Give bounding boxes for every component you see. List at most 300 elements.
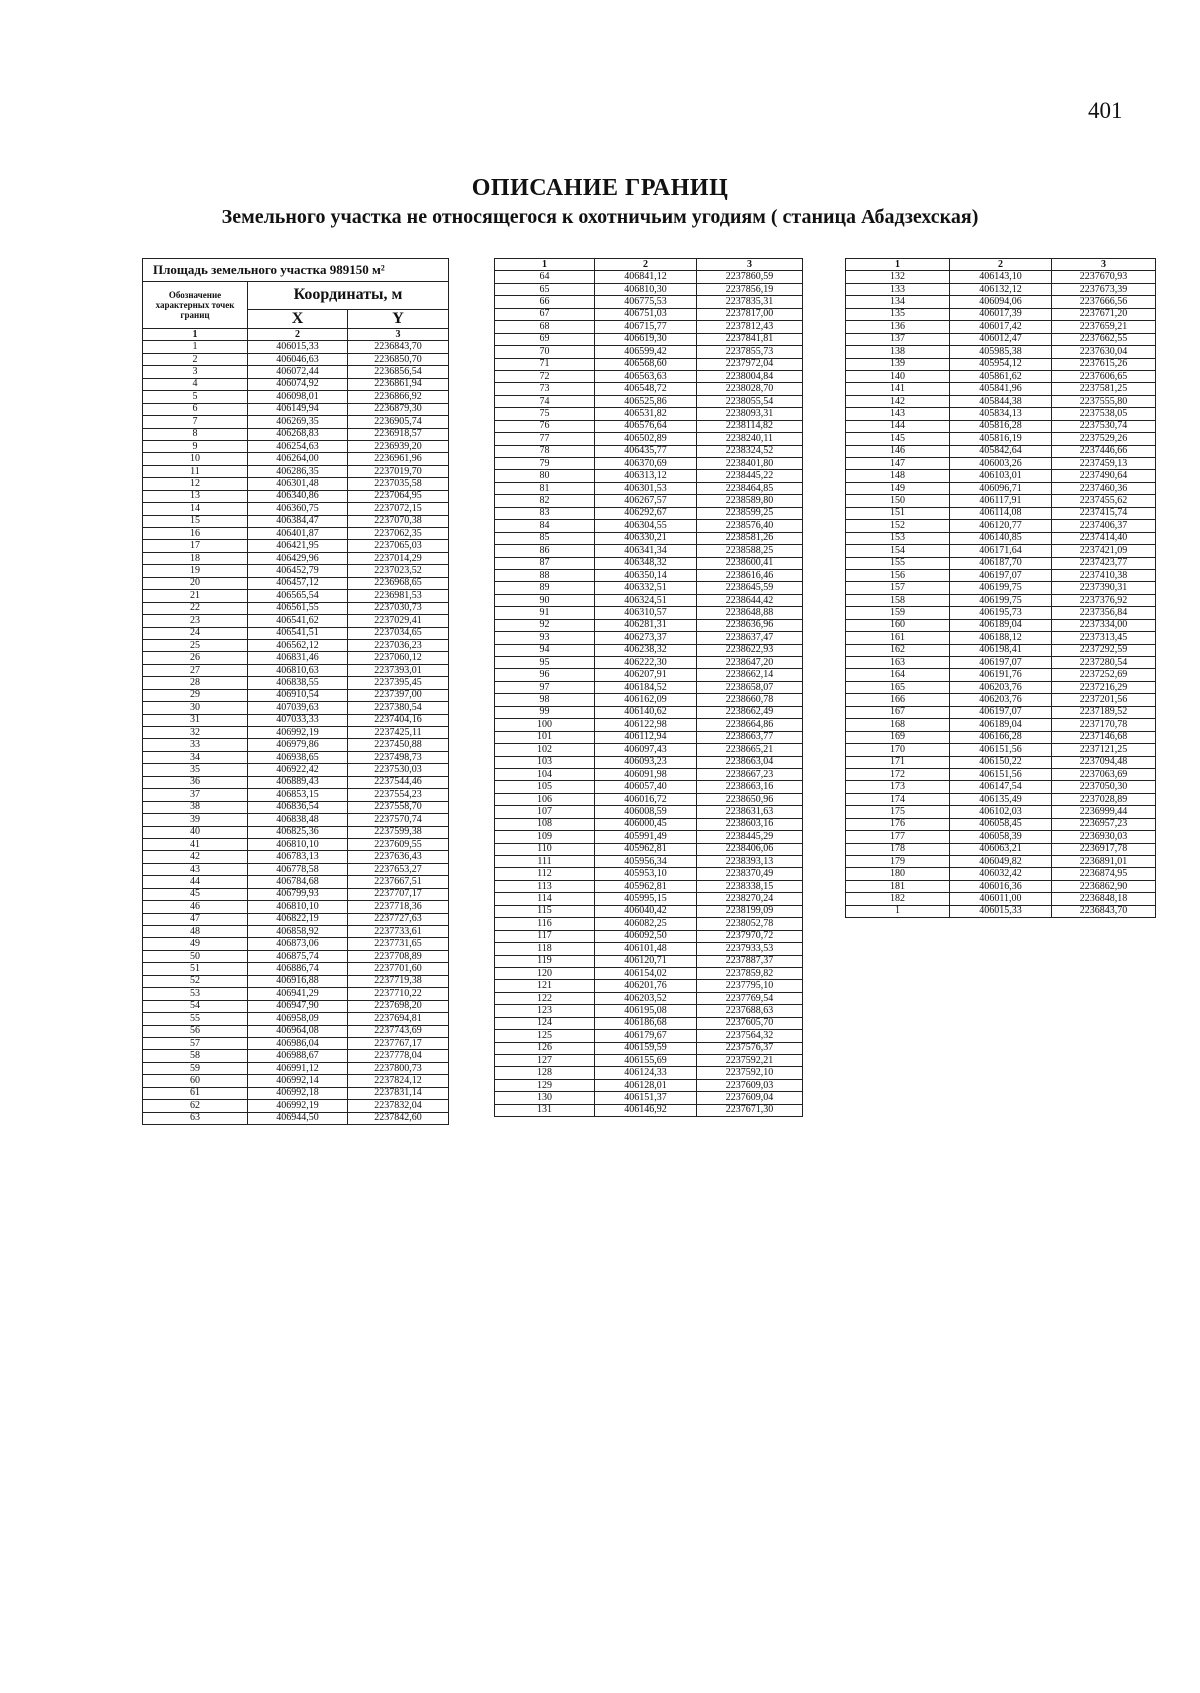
x-coordinate-cell: 405962,81 <box>595 843 697 855</box>
table-row <box>495 657 803 669</box>
point-id-cell: 83 <box>495 507 595 519</box>
y-coordinate-cell: 2237062,35 <box>348 528 449 540</box>
point-id-cell: 13 <box>143 490 248 502</box>
table-row <box>143 826 449 838</box>
y-coordinate-cell: 2237415,74 <box>1052 507 1156 519</box>
x-coordinate-cell: 406203,52 <box>595 992 697 1004</box>
point-id-cell: 59 <box>143 1062 248 1074</box>
table-row <box>495 843 803 855</box>
point-id-cell: 19 <box>143 565 248 577</box>
y-coordinate-cell: 2237060,12 <box>348 652 449 664</box>
table-row <box>846 806 1156 818</box>
point-id-cell: 166 <box>846 694 950 706</box>
point-id-cell: 6 <box>143 403 248 415</box>
x-coordinate-cell: 406154,02 <box>595 967 697 979</box>
table-row <box>846 482 1156 494</box>
table-row <box>495 1067 803 1079</box>
y-coordinate-cell: 2237855,73 <box>697 346 803 358</box>
page-number: 401 <box>1088 98 1123 123</box>
y-coordinate-cell: 2237701,60 <box>348 963 449 975</box>
table-row <box>846 768 1156 780</box>
y-coordinate-cell: 2237835,31 <box>697 296 803 308</box>
point-id-cell: 97 <box>495 681 595 693</box>
y-coordinate-cell: 2237029,41 <box>348 615 449 627</box>
table-row <box>495 582 803 594</box>
point-id-cell: 84 <box>495 520 595 532</box>
point-id-cell: 70 <box>495 346 595 358</box>
y-coordinate-cell: 2237094,48 <box>1052 756 1156 768</box>
x-coordinate-cell: 406563,63 <box>595 370 697 382</box>
table-row <box>143 1087 449 1099</box>
table-row <box>495 532 803 544</box>
table-row <box>495 992 803 1004</box>
x-coordinate-cell: 406140,62 <box>595 706 697 718</box>
x-coordinate-cell: 406992,18 <box>248 1087 348 1099</box>
point-id-cell: 94 <box>495 644 595 656</box>
y-coordinate-cell: 2236999,44 <box>1052 806 1156 818</box>
y-coordinate-cell: 2237972,04 <box>697 358 803 370</box>
x-coordinate-cell: 406191,76 <box>950 669 1052 681</box>
point-id-cell: 152 <box>846 520 950 532</box>
point-id-cell: 133 <box>846 283 950 295</box>
x-coordinate-cell: 406082,25 <box>595 918 697 930</box>
y-coordinate-cell: 2237606,65 <box>1052 370 1156 382</box>
point-id-cell: 110 <box>495 843 595 855</box>
table-row <box>495 545 803 557</box>
x-coordinate-cell: 405953,10 <box>595 868 697 880</box>
y-coordinate-cell: 2236957,23 <box>1052 818 1156 830</box>
table-row <box>143 639 449 651</box>
column-number: 1 <box>846 259 950 271</box>
y-coordinate-cell: 2237592,10 <box>697 1067 803 1079</box>
point-id-cell: 155 <box>846 557 950 569</box>
y-coordinate-cell: 2237609,55 <box>348 838 449 850</box>
x-coordinate-cell: 406015,33 <box>248 341 348 353</box>
point-id-cell: 104 <box>495 768 595 780</box>
y-coordinate-cell: 2238589,80 <box>697 495 803 507</box>
y-coordinate-cell: 2237887,37 <box>697 955 803 967</box>
column-number: 2 <box>248 329 348 341</box>
y-coordinate-cell: 2237698,20 <box>348 1000 449 1012</box>
table-row <box>495 967 803 979</box>
point-id-cell: 116 <box>495 918 595 930</box>
table-row <box>846 607 1156 619</box>
table-row <box>495 1030 803 1042</box>
y-coordinate-cell: 2237019,70 <box>348 465 449 477</box>
table-row <box>495 296 803 308</box>
area-label: Площадь земельного участка 989150 м² <box>143 259 449 282</box>
x-coordinate-cell: 406207,91 <box>595 669 697 681</box>
table-row <box>495 383 803 395</box>
y-coordinate-cell: 2237414,40 <box>1052 532 1156 544</box>
table-row <box>143 403 449 415</box>
y-coordinate-cell: 2236918,57 <box>348 428 449 440</box>
y-coordinate-cell: 2236856,54 <box>348 366 449 378</box>
table-row <box>846 843 1156 855</box>
y-coordinate-cell: 2237034,65 <box>348 627 449 639</box>
y-coordinate-cell: 2238660,78 <box>697 694 803 706</box>
table-row <box>846 283 1156 295</box>
point-id-cell: 31 <box>143 714 248 726</box>
point-id-cell: 118 <box>495 943 595 955</box>
table-row <box>495 905 803 917</box>
y-coordinate-cell: 2237719,38 <box>348 975 449 987</box>
point-id-cell: 123 <box>495 1005 595 1017</box>
x-coordinate-cell: 406094,06 <box>950 296 1052 308</box>
point-id-cell: 51 <box>143 963 248 975</box>
table-row <box>495 308 803 320</box>
table-row <box>143 590 449 602</box>
point-id-cell: 167 <box>846 706 950 718</box>
point-id-cell: 125 <box>495 1030 595 1042</box>
table-row <box>143 863 449 875</box>
point-id-cell: 177 <box>846 831 950 843</box>
table-row <box>846 632 1156 644</box>
table-row <box>143 876 449 888</box>
x-coordinate-cell: 406201,76 <box>595 980 697 992</box>
y-coordinate-cell: 2237070,38 <box>348 515 449 527</box>
point-id-cell: 66 <box>495 296 595 308</box>
y-coordinate-cell: 2236961,96 <box>348 453 449 465</box>
point-id-cell: 107 <box>495 806 595 818</box>
point-id-cell: 85 <box>495 532 595 544</box>
table-row <box>143 838 449 850</box>
x-coordinate-cell: 406197,07 <box>950 657 1052 669</box>
y-coordinate-cell: 2237014,29 <box>348 552 449 564</box>
y-coordinate-cell: 2238270,24 <box>697 893 803 905</box>
point-id-cell: 41 <box>143 838 248 850</box>
y-coordinate-cell: 2238338,15 <box>697 880 803 892</box>
y-coordinate-cell: 2238052,78 <box>697 918 803 930</box>
x-coordinate-cell: 406015,33 <box>950 905 1052 917</box>
x-coordinate-cell: 406360,75 <box>248 503 348 515</box>
point-id-cell: 138 <box>846 346 950 358</box>
table-row <box>143 975 449 987</box>
table-row <box>143 1062 449 1074</box>
table-row <box>846 657 1156 669</box>
point-id-cell: 165 <box>846 681 950 693</box>
y-coordinate-cell: 2237671,20 <box>1052 308 1156 320</box>
x-coordinate-cell: 406324,51 <box>595 594 697 606</box>
point-id-cell: 93 <box>495 632 595 644</box>
x-coordinate-cell: 406964,08 <box>248 1025 348 1037</box>
y-coordinate-cell: 2237201,56 <box>1052 694 1156 706</box>
table-row <box>495 358 803 370</box>
x-coordinate-cell: 406122,98 <box>595 719 697 731</box>
point-id-cell: 124 <box>495 1017 595 1029</box>
y-coordinate-cell: 2237050,30 <box>1052 781 1156 793</box>
table-row <box>846 321 1156 333</box>
x-coordinate-cell: 406162,09 <box>595 694 697 706</box>
x-coordinate-cell: 406195,73 <box>950 607 1052 619</box>
table-row <box>143 627 449 639</box>
table-row <box>495 744 803 756</box>
table-row <box>846 520 1156 532</box>
x-coordinate-cell: 406120,71 <box>595 955 697 967</box>
table-row <box>143 552 449 564</box>
table-row <box>143 565 449 577</box>
table-row <box>846 669 1156 681</box>
y-coordinate-cell: 2238406,06 <box>697 843 803 855</box>
table-row <box>495 793 803 805</box>
point-id-cell: 130 <box>495 1092 595 1104</box>
table-row <box>143 515 449 527</box>
y-coordinate-cell: 2237313,45 <box>1052 632 1156 644</box>
x-coordinate-cell: 406184,52 <box>595 681 697 693</box>
y-coordinate-cell: 2238576,40 <box>697 520 803 532</box>
point-id-cell: 135 <box>846 308 950 320</box>
x-coordinate-cell: 406146,92 <box>595 1104 697 1116</box>
y-coordinate-cell: 2237446,66 <box>1052 445 1156 457</box>
point-id-cell: 1 <box>143 341 248 353</box>
point-id-cell: 79 <box>495 458 595 470</box>
x-coordinate-cell: 406853,15 <box>248 789 348 801</box>
table-row <box>143 1100 449 1112</box>
point-id-cell: 128 <box>495 1067 595 1079</box>
table-row <box>143 1050 449 1062</box>
x-coordinate-cell: 406810,10 <box>248 838 348 850</box>
x-coordinate-cell: 406017,39 <box>950 308 1052 320</box>
table-row <box>495 346 803 358</box>
point-id-cell: 54 <box>143 1000 248 1012</box>
point-id-cell: 16 <box>143 528 248 540</box>
x-coordinate-cell: 405841,96 <box>950 383 1052 395</box>
table-row <box>846 545 1156 557</box>
y-coordinate-cell: 2237731,65 <box>348 938 449 950</box>
document-subtitle: Земельного участка не относящегося к охотничьим угодиям ( станица Абадзехская) <box>221 206 979 228</box>
point-id-cell: 50 <box>143 950 248 962</box>
x-coordinate-cell: 406947,90 <box>248 1000 348 1012</box>
table-row <box>846 308 1156 320</box>
point-id-cell: 10 <box>143 453 248 465</box>
table-row <box>143 540 449 552</box>
x-coordinate-cell: 406421,95 <box>248 540 348 552</box>
y-coordinate-cell: 2238004,84 <box>697 370 803 382</box>
point-id-cell: 46 <box>143 901 248 913</box>
y-header: Y <box>348 309 449 328</box>
point-id-cell: 91 <box>495 607 595 619</box>
point-id-cell: 175 <box>846 806 950 818</box>
table-row <box>495 619 803 631</box>
y-coordinate-cell: 2237767,17 <box>348 1037 449 1049</box>
y-coordinate-cell: 2237280,54 <box>1052 657 1156 669</box>
y-coordinate-cell: 2238240,11 <box>697 433 803 445</box>
point-id-cell: 61 <box>143 1087 248 1099</box>
table-row <box>495 980 803 992</box>
y-coordinate-cell: 2238645,59 <box>697 582 803 594</box>
y-coordinate-cell: 2236917,78 <box>1052 843 1156 855</box>
x-coordinate-cell: 406101,48 <box>595 943 697 955</box>
point-id-cell: 24 <box>143 627 248 639</box>
y-coordinate-cell: 2237933,53 <box>697 943 803 955</box>
point-id-cell: 180 <box>846 868 950 880</box>
point-id-cell: 80 <box>495 470 595 482</box>
y-coordinate-cell: 2236843,70 <box>1052 905 1156 917</box>
x-coordinate-cell: 406330,21 <box>595 532 697 544</box>
x-coordinate-cell: 406886,74 <box>248 963 348 975</box>
x-coordinate-cell: 406979,86 <box>248 739 348 751</box>
table-row <box>846 893 1156 905</box>
table-row <box>143 938 449 950</box>
table-row <box>495 283 803 295</box>
x-coordinate-cell: 406922,42 <box>248 764 348 776</box>
point-id-cell: 56 <box>143 1025 248 1037</box>
point-id-cell: 23 <box>143 615 248 627</box>
point-id-cell: 38 <box>143 801 248 813</box>
y-coordinate-cell: 2236981,53 <box>348 590 449 602</box>
table-row <box>495 756 803 768</box>
point-id-cell: 139 <box>846 358 950 370</box>
x-coordinate-cell: 406135,49 <box>950 793 1052 805</box>
table-row <box>846 507 1156 519</box>
y-coordinate-cell: 2238663,04 <box>697 756 803 768</box>
x-coordinate-cell: 406058,45 <box>950 818 1052 830</box>
point-id-cell: 45 <box>143 888 248 900</box>
x-coordinate-cell: 406143,10 <box>950 271 1052 283</box>
x-coordinate-cell: 406751,03 <box>595 308 697 320</box>
x-coordinate-cell: 406565,54 <box>248 590 348 602</box>
y-coordinate-cell: 2237670,93 <box>1052 271 1156 283</box>
table-row <box>495 1092 803 1104</box>
point-id-cell: 32 <box>143 727 248 739</box>
y-coordinate-cell: 2237662,55 <box>1052 333 1156 345</box>
point-id-cell: 141 <box>846 383 950 395</box>
x-coordinate-cell: 406875,74 <box>248 950 348 962</box>
point-id-cell: 57 <box>143 1037 248 1049</box>
table-row <box>846 569 1156 581</box>
y-coordinate-cell: 2236862,90 <box>1052 880 1156 892</box>
x-coordinate-cell: 406452,79 <box>248 565 348 577</box>
y-coordinate-cell: 2237727,63 <box>348 913 449 925</box>
point-id-cell: 145 <box>846 433 950 445</box>
point-id-cell: 147 <box>846 458 950 470</box>
x-coordinate-cell: 406016,36 <box>950 880 1052 892</box>
y-coordinate-cell: 2237859,82 <box>697 967 803 979</box>
x-coordinate-cell: 406092,50 <box>595 930 697 942</box>
point-id-cell: 89 <box>495 582 595 594</box>
table-row <box>495 482 803 494</box>
table-row <box>495 408 803 420</box>
x-coordinate-cell: 406267,57 <box>595 495 697 507</box>
point-id-cell: 81 <box>495 482 595 494</box>
table-row <box>846 756 1156 768</box>
table-row <box>495 880 803 892</box>
point-id-cell: 76 <box>495 420 595 432</box>
table-row <box>143 1013 449 1025</box>
x-coordinate-cell: 406836,54 <box>248 801 348 813</box>
table-row <box>143 416 449 428</box>
table-row <box>143 664 449 676</box>
table-row <box>143 366 449 378</box>
point-id-cell: 67 <box>495 308 595 320</box>
x-coordinate-cell: 407039,63 <box>248 702 348 714</box>
x-coordinate-cell: 405991,49 <box>595 831 697 843</box>
table-row <box>143 814 449 826</box>
y-coordinate-cell: 2237530,03 <box>348 764 449 776</box>
table-row <box>846 744 1156 756</box>
y-coordinate-cell: 2236848,18 <box>1052 893 1156 905</box>
x-coordinate-cell: 406341,34 <box>595 545 697 557</box>
x-coordinate-cell: 406199,75 <box>950 582 1052 594</box>
y-coordinate-cell: 2237653,27 <box>348 863 449 875</box>
point-id-cell: 72 <box>495 370 595 382</box>
y-coordinate-cell: 2238664,86 <box>697 719 803 731</box>
y-coordinate-cell: 2238445,29 <box>697 831 803 843</box>
y-coordinate-cell: 2237599,38 <box>348 826 449 838</box>
y-coordinate-cell: 2237795,10 <box>697 980 803 992</box>
x-coordinate-cell: 406268,83 <box>248 428 348 440</box>
table-row <box>495 458 803 470</box>
x-coordinate-cell: 406916,88 <box>248 975 348 987</box>
table-row <box>495 445 803 457</box>
point-id-cell: 126 <box>495 1042 595 1054</box>
point-id-cell: 120 <box>495 967 595 979</box>
y-coordinate-cell: 2237707,17 <box>348 888 449 900</box>
table-row <box>143 1037 449 1049</box>
x-coordinate-cell: 406198,41 <box>950 644 1052 656</box>
table-row <box>495 806 803 818</box>
table-body <box>495 271 803 1117</box>
x-coordinate-cell: 406313,12 <box>595 470 697 482</box>
column-number: 1 <box>495 259 595 271</box>
point-id-cell: 163 <box>846 657 950 669</box>
y-coordinate-cell: 2237860,59 <box>697 271 803 283</box>
table-row <box>143 1025 449 1037</box>
x-coordinate-cell: 406548,72 <box>595 383 697 395</box>
y-coordinate-cell: 2236861,94 <box>348 378 449 390</box>
y-coordinate-cell: 2237817,00 <box>697 308 803 320</box>
y-coordinate-cell: 2237636,43 <box>348 851 449 863</box>
point-id-cell: 154 <box>846 545 950 557</box>
x-coordinate-cell: 406541,51 <box>248 627 348 639</box>
x-coordinate-cell: 405962,81 <box>595 880 697 892</box>
y-coordinate-cell: 2237393,01 <box>348 664 449 676</box>
x-coordinate-cell: 406992,19 <box>248 727 348 739</box>
x-coordinate-cell: 406203,76 <box>950 681 1052 693</box>
y-coordinate-cell: 2237072,15 <box>348 503 449 515</box>
x-coordinate-cell: 406003,26 <box>950 458 1052 470</box>
x-coordinate-cell: 406401,87 <box>248 528 348 540</box>
point-id-cell: 101 <box>495 731 595 743</box>
x-coordinate-cell: 406838,48 <box>248 814 348 826</box>
point-id-cell: 156 <box>846 569 950 581</box>
point-id-cell: 127 <box>495 1055 595 1067</box>
x-coordinate-cell: 406525,86 <box>595 395 697 407</box>
y-coordinate-cell: 2238616,46 <box>697 569 803 581</box>
x-coordinate-cell: 406841,12 <box>595 271 697 283</box>
y-coordinate-cell: 2236891,01 <box>1052 856 1156 868</box>
table-row <box>495 395 803 407</box>
table-row <box>143 652 449 664</box>
x-coordinate-cell: 406159,59 <box>595 1042 697 1054</box>
y-coordinate-cell: 2237558,70 <box>348 801 449 813</box>
x-coordinate-cell: 406992,14 <box>248 1075 348 1087</box>
table-row <box>495 831 803 843</box>
y-coordinate-cell: 2237356,84 <box>1052 607 1156 619</box>
table-row <box>846 358 1156 370</box>
table-row <box>143 341 449 353</box>
y-coordinate-cell: 2236930,03 <box>1052 831 1156 843</box>
point-id-cell: 78 <box>495 445 595 457</box>
y-coordinate-cell: 2238663,77 <box>697 731 803 743</box>
table-row <box>846 619 1156 631</box>
table-row <box>495 333 803 345</box>
x-coordinate-cell: 406093,23 <box>595 756 697 768</box>
x-coordinate-cell: 406103,01 <box>950 470 1052 482</box>
point-id-cell: 47 <box>143 913 248 925</box>
point-id-cell: 68 <box>495 321 595 333</box>
x-coordinate-cell: 406151,37 <box>595 1092 697 1104</box>
